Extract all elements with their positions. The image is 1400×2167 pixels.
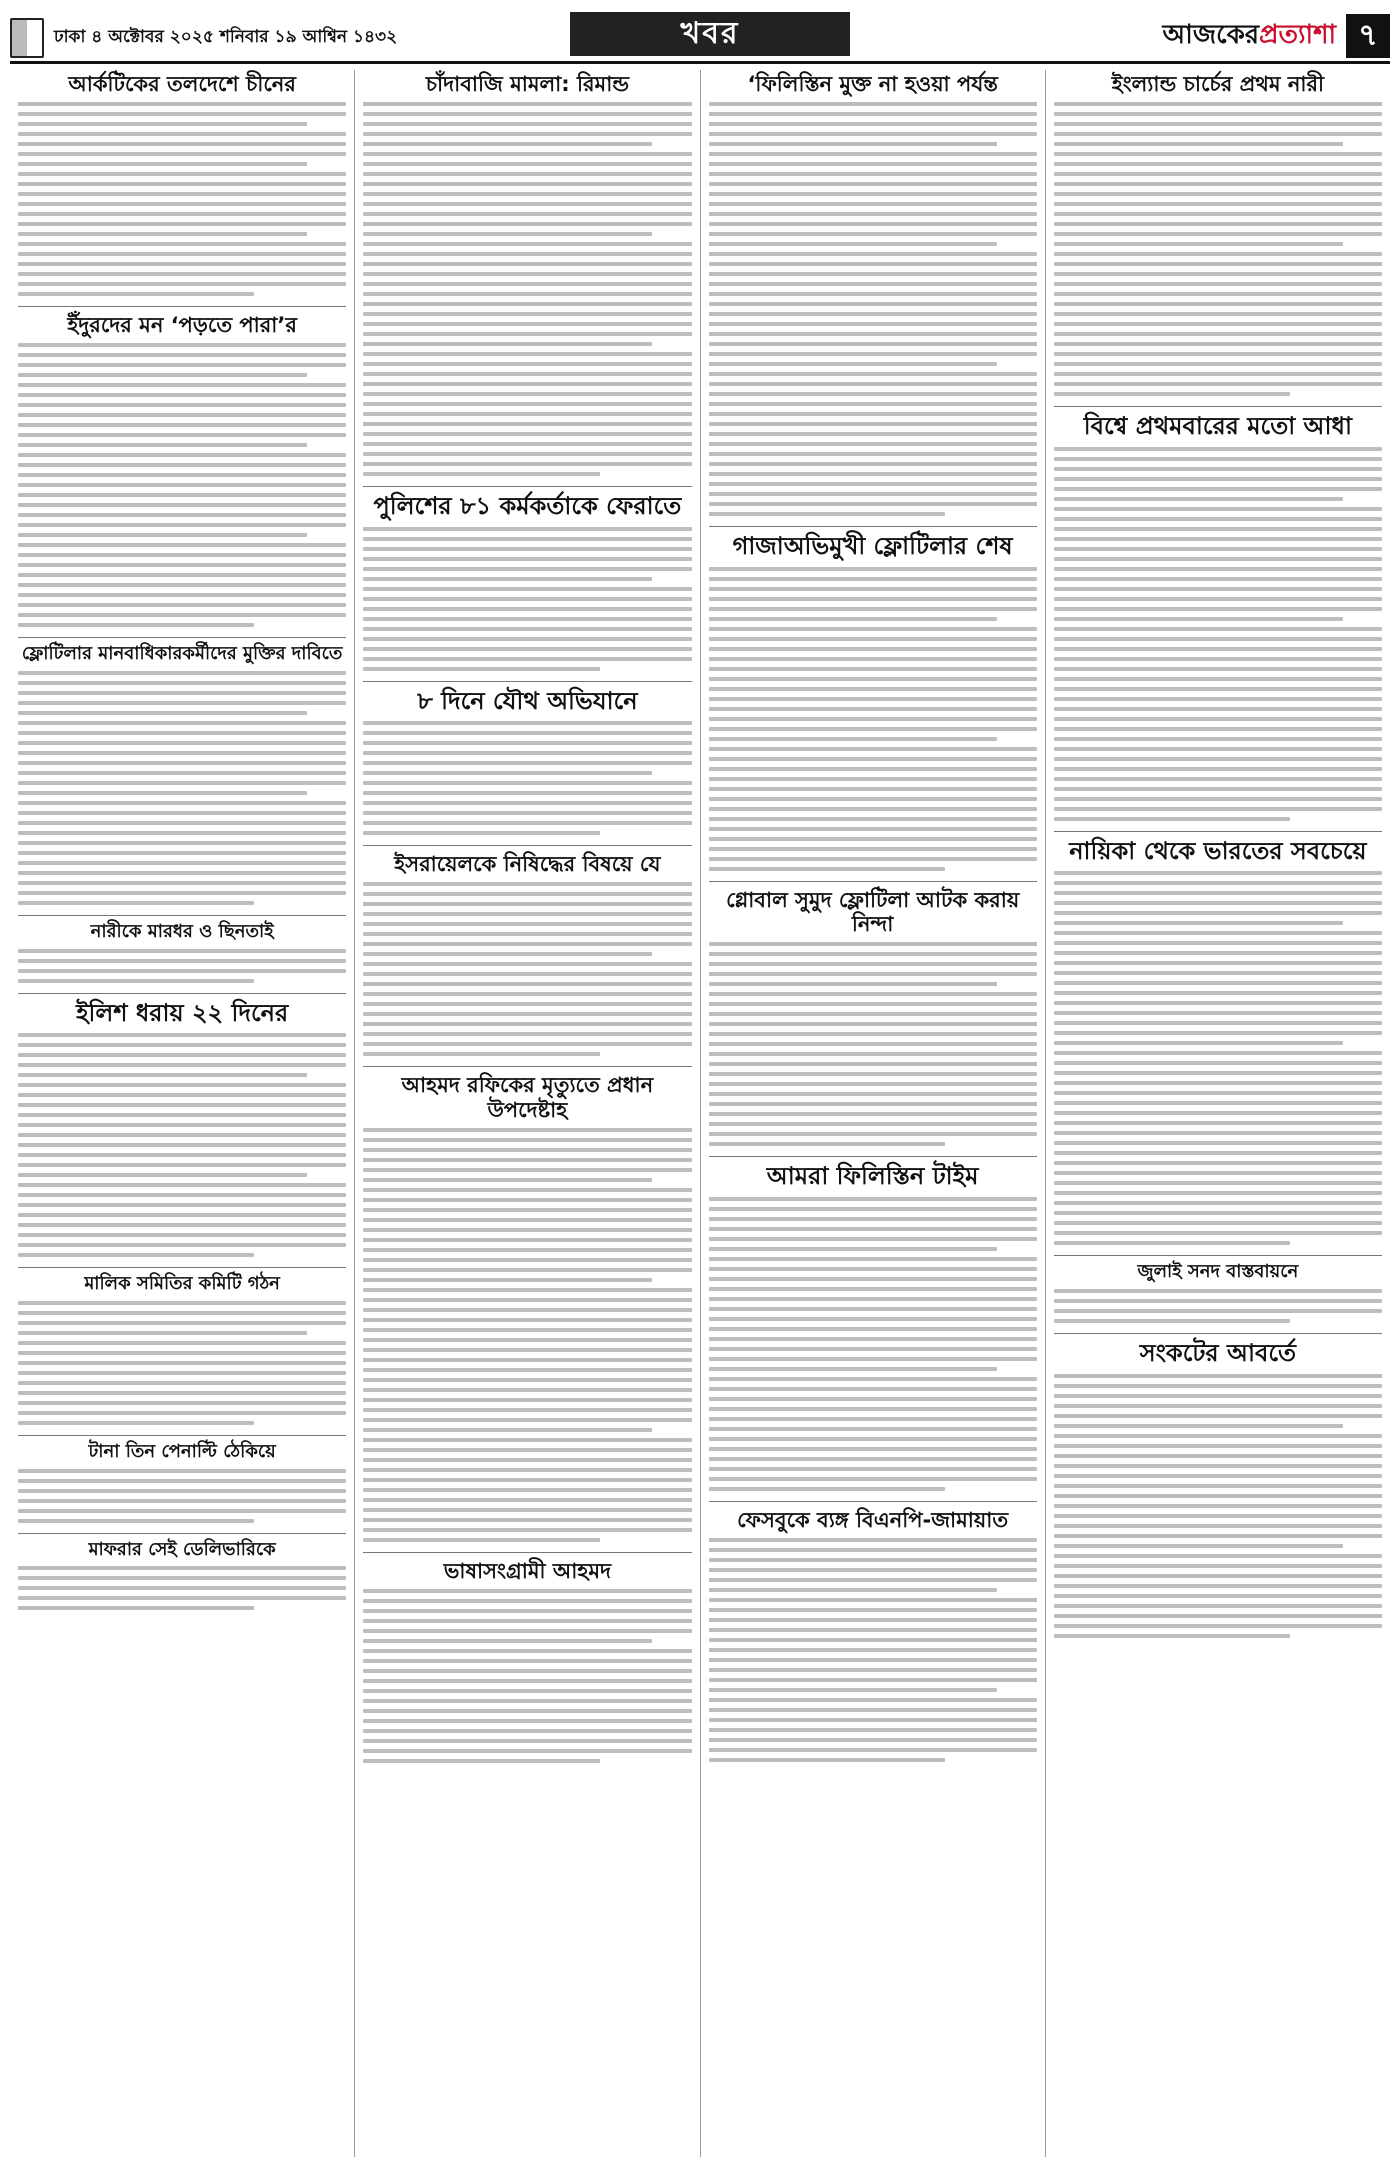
article-body [363,882,691,1056]
column-2 [355,70,700,2157]
article-body [1054,1374,1382,1638]
section-title: খবর [570,12,850,56]
article-body [363,1128,691,1542]
article [18,1442,346,1523]
article [18,1000,346,1258]
headline: ৮ দিনে যৌথ অভিযানে [417,686,638,715]
headline: সংকটের আবর্তে [1139,1339,1296,1368]
newspaper-logo [1163,14,1336,58]
article [709,72,1037,516]
article-body [709,102,1037,516]
article-body [1054,102,1382,396]
article-body [363,1589,691,1763]
headline: আহমদ রফিকের মৃত্যুতে প্রধান উপদেষ্টাহ [401,1073,654,1122]
masthead-right [1163,14,1390,58]
article [1054,838,1382,1246]
headline: আমরা ফিলিস্তিন টাইম [766,1162,979,1191]
article-body [709,942,1037,1146]
article-body [18,1566,346,1610]
headline: গ্লোবাল সুমুদ ফ্লোটিলা আটক করায় নিন্দা [726,887,1020,936]
article [363,493,691,671]
headline: ফ্লোটিলার মানবাধিকারকর্মীদের মুক্তির দাবিতে [21,643,343,665]
article-body [363,102,691,476]
article-body [18,1469,346,1523]
logo-prefix: আজকের [1162,20,1260,50]
column-1 [10,70,355,2157]
article-body [18,343,346,627]
headline: ‘ফিলিস্তিন মুক্ত না হওয়া পর্যন্ত [747,72,998,96]
headline: নারীকে মারধর ও ছিনতাই [90,920,274,942]
article [1054,1262,1382,1323]
article [18,922,346,983]
article [1054,413,1382,821]
headline: ইসরায়েলকে নিষিদ্ধের বিষয়ে যে [394,852,661,877]
article-body [709,1538,1037,1762]
article [1054,72,1382,396]
headline: ইলিশ ধরায় ২২ দিনের [76,998,289,1027]
article-body [18,1033,346,1257]
column-3 [701,70,1046,2157]
article-body [1054,447,1382,821]
article [363,688,691,836]
article-body [18,949,346,983]
masthead-left [10,18,397,58]
headline: জুলাই সনদ বাস্তবায়নে [1137,1261,1299,1283]
article [363,72,691,476]
headline: পুলিশের ৮১ কর্মকর্তাকে ফেরাতে [373,492,682,521]
article-body [363,527,691,671]
column-4 [1046,70,1390,2157]
headline: ফেসবুকে ব্যঙ্গ বিএনপি-জামায়াত [737,1507,1009,1532]
headline: ভাষাসংগ্রামী আহমদ [443,1558,612,1583]
article-body [1054,871,1382,1245]
article-body [18,671,346,905]
article [363,1073,691,1541]
article [363,852,691,1056]
headline: মাফরার সেই ডেলিভারিকে [88,1538,276,1560]
article-body [18,1301,346,1425]
headline: আর্কটিকের তলদেশে চীনের [68,72,296,96]
masthead [10,8,1390,64]
article [1054,1340,1382,1638]
page-corner-mark-icon [10,18,44,58]
dateline: ঢাকা ৪ অক্টোবর ২০২৫ শনিবার ১৯ আশ্বিন ১৪৩২ [54,27,398,47]
headline: ইঁদুরদের মন ‘পড়তে পারা’র [67,313,297,338]
headline: টানা তিন পেনাল্টি ঠেকিয়ে [88,1440,276,1462]
headline: চাঁদাবাজি মামলা: রিমান্ড [425,72,630,96]
article [18,72,346,296]
article [363,1559,691,1763]
article-body [709,567,1037,871]
headline: মালিক সমিতির কমিটি গঠন [84,1273,280,1295]
article-body [709,1197,1037,1491]
columns [10,70,1390,2157]
article-body [1054,1289,1382,1323]
headline: ইংল্যান্ড চার্চের প্রথম নারী [1111,72,1325,96]
article [709,533,1037,871]
logo-suffix: প্রত্যাশা [1259,20,1336,50]
headline: গাজাঅভিমুখী ফ্লোটিলার শেষ [732,532,1013,561]
article-body [363,721,691,835]
article [18,1540,346,1611]
article [709,1163,1037,1491]
page-number: ৭ [1346,14,1390,58]
headline: নায়িকা থেকে ভারতের সবচেয়ে [1069,836,1367,865]
headline: বিশ্বে প্রথমবারের মতো আধা [1083,412,1352,441]
article [18,644,346,905]
article [709,888,1037,1146]
article [18,313,346,627]
article [709,1508,1037,1762]
article [18,1274,346,1425]
article-body [18,102,346,296]
